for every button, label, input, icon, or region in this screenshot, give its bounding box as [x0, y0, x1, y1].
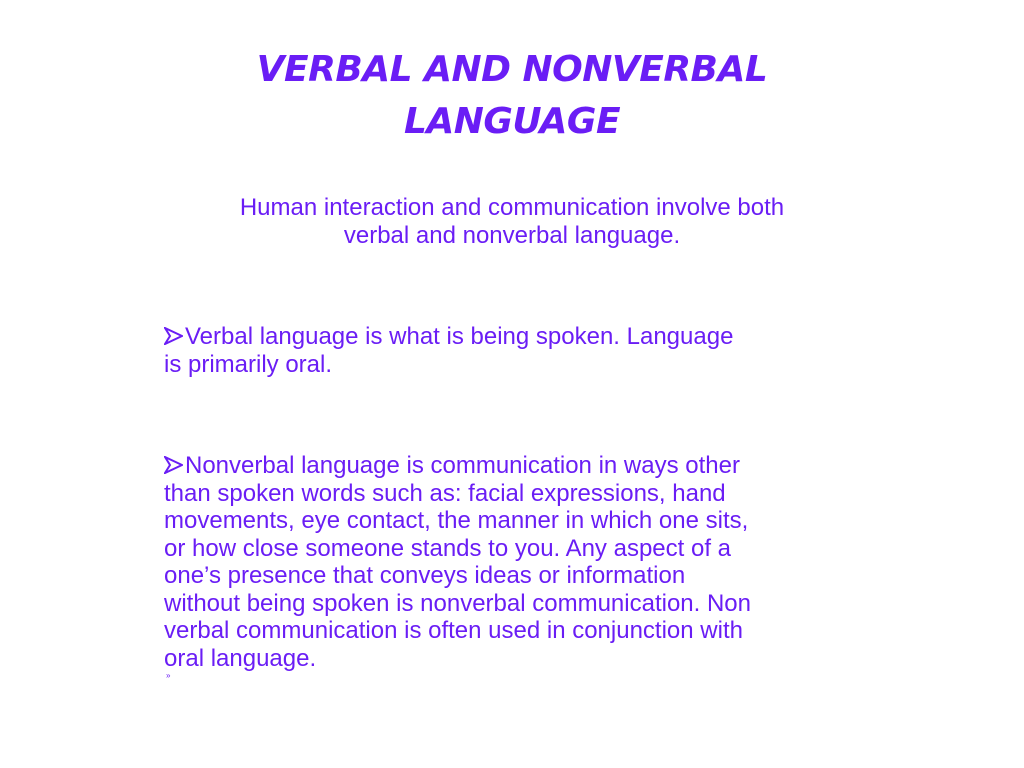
intro-paragraph: [160, 194, 864, 250]
bullet-line: verbal communication is often used in conjunction with: [164, 617, 743, 644]
tiny-bullet-mark: »: [166, 671, 171, 680]
slide-title: [0, 44, 1024, 148]
bullet-line: movements, eye contact, the manner in which one sits,: [164, 507, 749, 534]
bullet-text: Nonverbal language is communication in ways other: [185, 452, 740, 479]
slide-title-line-2: LANGUAGE: [403, 101, 621, 142]
bullet-line: [164, 452, 864, 480]
bullet-text: Verbal language is what is being spoken. Language: [185, 323, 734, 350]
bullet-line: one’s presence that conveys ideas or information: [164, 562, 686, 589]
bullet-line: than spoken words such as: facial expressions, hand: [164, 479, 726, 507]
bullet-nonverbal-language: [164, 452, 864, 672]
intro-line-2: verbal and nonverbal language.: [343, 222, 681, 249]
bullet-line: or how close someone stands to you. Any aspect of a: [164, 534, 731, 562]
bullet-line: oral language.: [164, 644, 317, 672]
intro-line-1: Human interaction and communication involve both: [239, 194, 785, 221]
bullet-line: [164, 323, 864, 351]
arrow-bullet-icon: [164, 327, 183, 345]
bullet-verbal-language: [164, 323, 864, 378]
arrow-bullet-icon: [164, 456, 183, 474]
bullet-line: is primarily oral.: [164, 350, 333, 378]
slide-title-line-1: VERBAL AND NONVERBAL: [256, 49, 768, 90]
bullet-line: without being spoken is nonverbal communication. Non: [164, 589, 752, 617]
